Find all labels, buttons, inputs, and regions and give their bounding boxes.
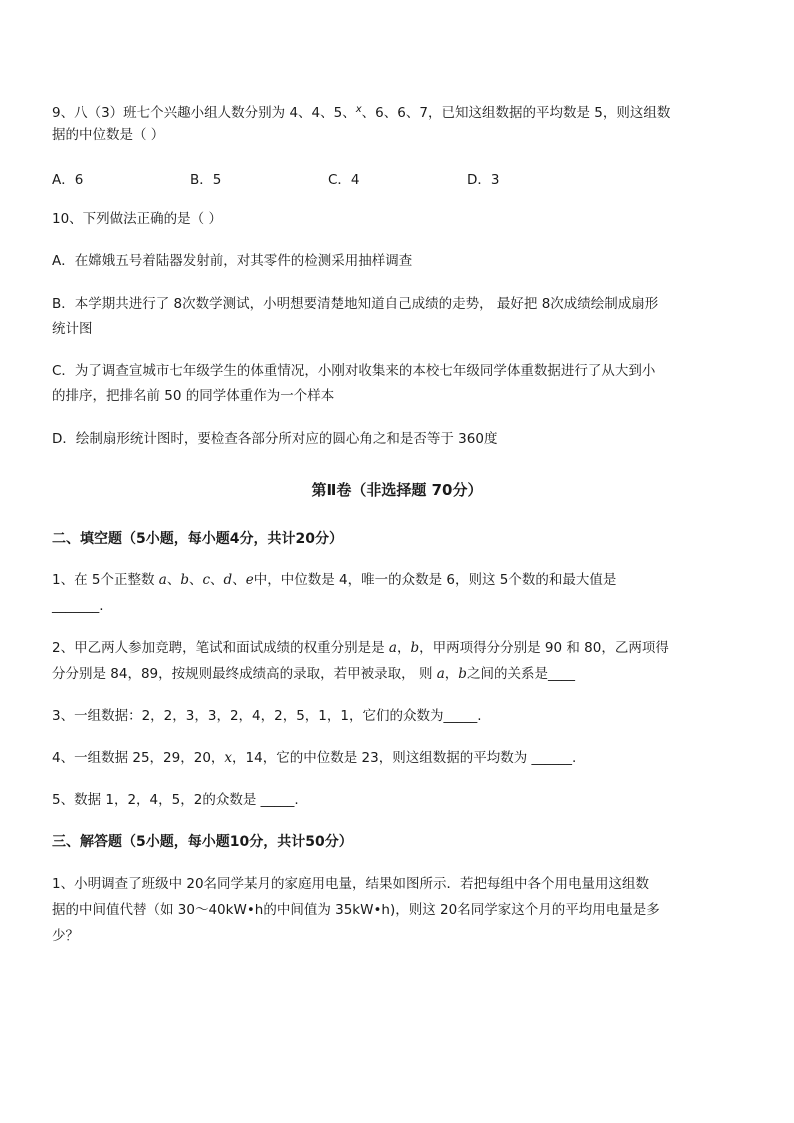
q10-option-d[interactable]: D．绘制扇形统计图时，要检查各部分所对应的圆心角之和是否等于 360度 [52, 431, 498, 447]
s3-q1-line1: 1、小明调查了班级中 20名同学某月的家庭用电量，结果如图所示．若把每组中各个用电量用这组数 [52, 876, 650, 892]
s3-q1-line3: 少？ [52, 928, 79, 944]
q9-options [52, 168, 572, 188]
s2-q2-line2 [52, 664, 754, 684]
var-b: b [180, 572, 189, 588]
s2-q1-text-b: 中，中位数是 4，唯一的众数是 6，则这 5个数的和最大值是 [253, 572, 617, 588]
sep: 、 [210, 572, 224, 588]
s2-q5: 5、数据 1，2，4，5，2的众数是 _____. [52, 792, 299, 808]
s2-q1-text-a: 1、在 5个正整数 [52, 572, 159, 588]
q10-option-b-line2[interactable]: 统计图 [52, 321, 93, 337]
q10-option-c-line2[interactable]: 的排序，把排名前 50 的同学体重作为一个样本 [52, 388, 335, 404]
var-b: b [410, 640, 420, 656]
sep: 、 [232, 572, 246, 588]
q10-stem: 10、下列做法正确的是（ ） [52, 211, 222, 227]
sep: 、 [188, 572, 203, 588]
s2-q4-text-a: 4、一组数据 25，29，20， [52, 750, 225, 766]
variable-x: x [355, 104, 362, 115]
var-a: a [158, 572, 167, 588]
var-e: e [245, 572, 254, 588]
s2-q1-line1 [52, 570, 754, 590]
s2-q3: 3、一组数据：2，2，3，3，2，4，2，5，1，1，它们的众数为_____. [52, 708, 482, 724]
q9-option-d[interactable]: D．3 [467, 172, 500, 188]
q10-option-a[interactable]: A．在嫦娥五号着陆器发射前，对其零件的检测采用抽样调查 [52, 253, 413, 269]
sep: 、 [166, 572, 181, 588]
var-c: c [202, 572, 211, 588]
s2-q1-blank[interactable]: _______. [52, 598, 104, 614]
var-a: a [436, 666, 445, 682]
var-d: d [223, 572, 233, 588]
q9-option-c[interactable]: C．4 [328, 172, 360, 188]
q10-option-b-line1[interactable]: B．本学期共进行了 8次数学测试，小明想要清楚地知道自己成绩的走势， 最好把 8次成绩绘制成扇形 [52, 296, 659, 312]
s2-q2-line1 [52, 638, 754, 658]
q9-text-b: 、6、6、7，已知这组数据的平均数是 5，则这组数 [361, 105, 671, 121]
var-b: b [458, 666, 467, 682]
s2-q4-text-b: ，14，它的中位数是 23，则这组数据的平均数为 ______. [232, 750, 577, 766]
q9-line1 [52, 100, 754, 123]
section3-title: 三、解答题（5小题，每小题10分，共计50分） [52, 834, 353, 850]
comma: ， [396, 640, 411, 656]
var-a: a [388, 640, 397, 656]
part2-title: 第Ⅱ卷（非选择题 70分） [311, 481, 483, 499]
s2-q2-text-d: 之间的关系是____ [466, 666, 575, 682]
q9-option-a[interactable]: A．6 [52, 172, 84, 188]
section2-title: 二、填空题（5小题，每小题4分，共计20分） [52, 531, 343, 547]
q9-line2: 据的中位数是（ ） [52, 127, 165, 143]
s2-q4 [52, 748, 754, 768]
s2-q2-text-a: 2、甲乙两人参加竞聘，笔试和面试成绩的权重分别是是 [52, 640, 389, 656]
comma: ， [444, 666, 459, 682]
q9-option-b[interactable]: B．5 [190, 172, 222, 188]
var-x: x [224, 750, 233, 766]
s2-q2-text-b: ，甲两项得分分别是 90 和 80，乙两项得 [419, 640, 669, 656]
s2-q2-text-c: 分分别是 84，89，按规则最终成绩高的录取，若甲被录取， 则 [52, 666, 437, 682]
q10-option-c-line1[interactable]: C．为了调查宣城市七年级学生的体重情况，小刚对收集来的本校七年级同学体重数据进行了从大到小 [52, 363, 656, 379]
q9-text-a: 9、八（3）班七个兴趣小组人数分别为 4、4、5、 [52, 105, 356, 121]
s3-q1-line2: 据的中间值代替（如 30～40kW•h的中间值为 35kW•h)，则这 20名同学家这个月的平均用电量是多 [52, 902, 660, 918]
